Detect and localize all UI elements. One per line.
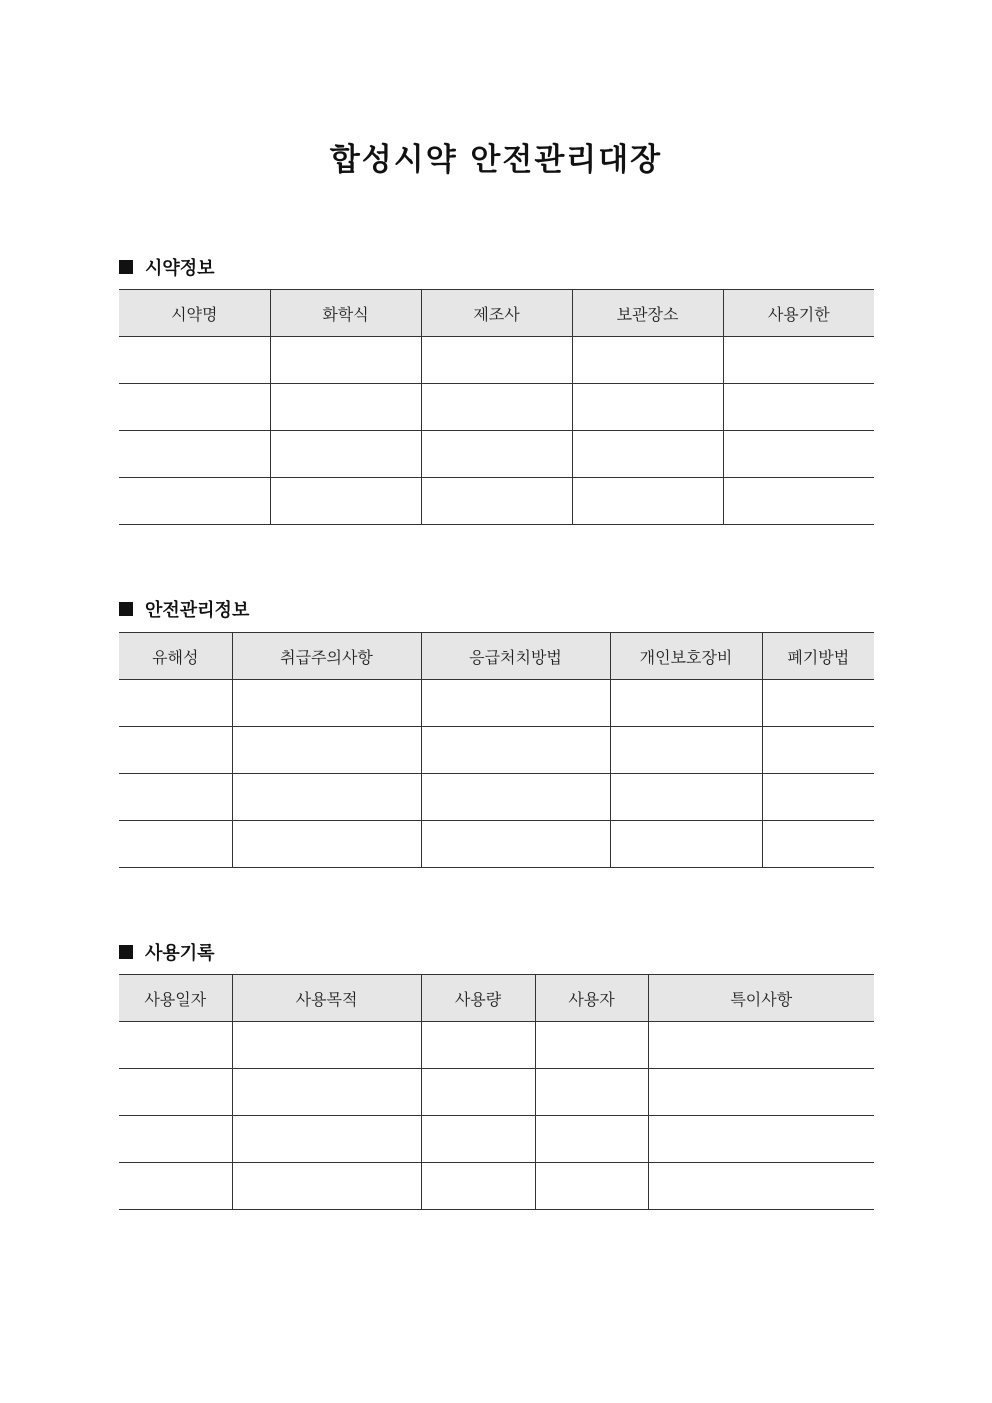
table-row [119, 1022, 874, 1069]
table-row [119, 1116, 874, 1163]
section-heading-reagent-info [119, 254, 215, 280]
table-row [119, 1069, 874, 1116]
document-title: 합성시약 안전관리대장 [329, 142, 663, 178]
table-row [119, 727, 874, 774]
table-cell[interactable] [119, 337, 270, 384]
table-cell[interactable] [610, 680, 762, 727]
table-cell[interactable] [421, 384, 572, 431]
section-heading-label: 안전관리정보 [145, 600, 250, 621]
table-cell[interactable] [572, 478, 723, 525]
table-cell[interactable] [119, 384, 270, 431]
column-header: 사용량 [421, 975, 535, 1022]
table-cell[interactable] [119, 680, 232, 727]
table-cell[interactable] [762, 774, 874, 821]
section-heading-usage-log [119, 939, 215, 965]
table-cell[interactable] [421, 1116, 535, 1163]
safety-info-table [119, 632, 874, 868]
column-header: 사용일자 [119, 975, 232, 1022]
table-cell[interactable] [762, 680, 874, 727]
table-cell[interactable] [723, 384, 874, 431]
table-cell[interactable] [572, 337, 723, 384]
column-header: 사용목적 [232, 975, 421, 1022]
table-cell[interactable] [421, 1069, 535, 1116]
section-heading-label: 사용기록 [145, 943, 215, 964]
table-row [119, 478, 874, 525]
table-cell[interactable] [421, 680, 610, 727]
column-header: 보관장소 [572, 290, 723, 337]
table-cell[interactable] [119, 821, 232, 868]
table-cell[interactable] [535, 1163, 648, 1210]
square-bullet-icon [119, 945, 133, 959]
column-header: 개인보호장비 [610, 633, 762, 680]
table-cell[interactable] [762, 821, 874, 868]
table-header-row [119, 290, 874, 337]
table-cell[interactable] [421, 727, 610, 774]
table-cell[interactable] [421, 431, 572, 478]
table-cell[interactable] [232, 727, 421, 774]
table-cell[interactable] [232, 774, 421, 821]
column-header: 응급처치방법 [421, 633, 610, 680]
table-cell[interactable] [232, 1163, 421, 1210]
table-cell[interactable] [232, 680, 421, 727]
table-cell[interactable] [119, 1022, 232, 1069]
table-cell[interactable] [270, 431, 421, 478]
table-cell[interactable] [723, 337, 874, 384]
table-cell[interactable] [119, 1069, 232, 1116]
column-header: 사용기한 [723, 290, 874, 337]
table-cell[interactable] [723, 431, 874, 478]
column-header: 폐기방법 [762, 633, 874, 680]
table-cell[interactable] [535, 1069, 648, 1116]
table-cell[interactable] [648, 1163, 874, 1210]
table-cell[interactable] [119, 1163, 232, 1210]
table-cell[interactable] [572, 431, 723, 478]
table-cell[interactable] [421, 1022, 535, 1069]
section-heading-label: 시약정보 [145, 258, 215, 279]
table-header-row [119, 975, 874, 1022]
table-cell[interactable] [572, 384, 723, 431]
column-header: 화학식 [270, 290, 421, 337]
table-cell[interactable] [270, 384, 421, 431]
table-cell[interactable] [232, 1022, 421, 1069]
usage-log-table [119, 974, 874, 1210]
table-cell[interactable] [421, 1163, 535, 1210]
table-cell[interactable] [648, 1116, 874, 1163]
table-row [119, 384, 874, 431]
column-header: 특이사항 [648, 975, 874, 1022]
table-cell[interactable] [610, 727, 762, 774]
table-cell[interactable] [119, 727, 232, 774]
column-header: 사용자 [535, 975, 648, 1022]
section-heading-safety-info [119, 596, 249, 622]
table-row [119, 337, 874, 384]
table-cell[interactable] [723, 478, 874, 525]
table-row [119, 821, 874, 868]
table-cell[interactable] [119, 1116, 232, 1163]
reagent-info-table [119, 289, 874, 525]
table-cell[interactable] [232, 1069, 421, 1116]
table-cell[interactable] [610, 821, 762, 868]
table-cell[interactable] [421, 478, 572, 525]
table-cell[interactable] [270, 478, 421, 525]
table-cell[interactable] [421, 821, 610, 868]
table-cell[interactable] [421, 774, 610, 821]
table-cell[interactable] [119, 478, 270, 525]
table-row [119, 431, 874, 478]
table-cell[interactable] [421, 337, 572, 384]
table-cell[interactable] [535, 1116, 648, 1163]
square-bullet-icon [119, 602, 133, 616]
table-cell[interactable] [270, 337, 421, 384]
column-header: 취급주의사항 [232, 633, 421, 680]
table-cell[interactable] [648, 1069, 874, 1116]
table-cell[interactable] [610, 774, 762, 821]
column-header: 시약명 [119, 290, 270, 337]
column-header: 제조사 [421, 290, 572, 337]
table-cell[interactable] [648, 1022, 874, 1069]
table-cell[interactable] [232, 821, 421, 868]
table-cell[interactable] [762, 727, 874, 774]
table-row [119, 1163, 874, 1210]
table-cell[interactable] [232, 1116, 421, 1163]
table-header-row [119, 633, 874, 680]
table-row [119, 774, 874, 821]
table-row [119, 680, 874, 727]
table-cell[interactable] [535, 1022, 648, 1069]
table-cell[interactable] [119, 431, 270, 478]
square-bullet-icon [119, 260, 133, 274]
column-header: 유해성 [119, 633, 232, 680]
table-cell[interactable] [119, 774, 232, 821]
